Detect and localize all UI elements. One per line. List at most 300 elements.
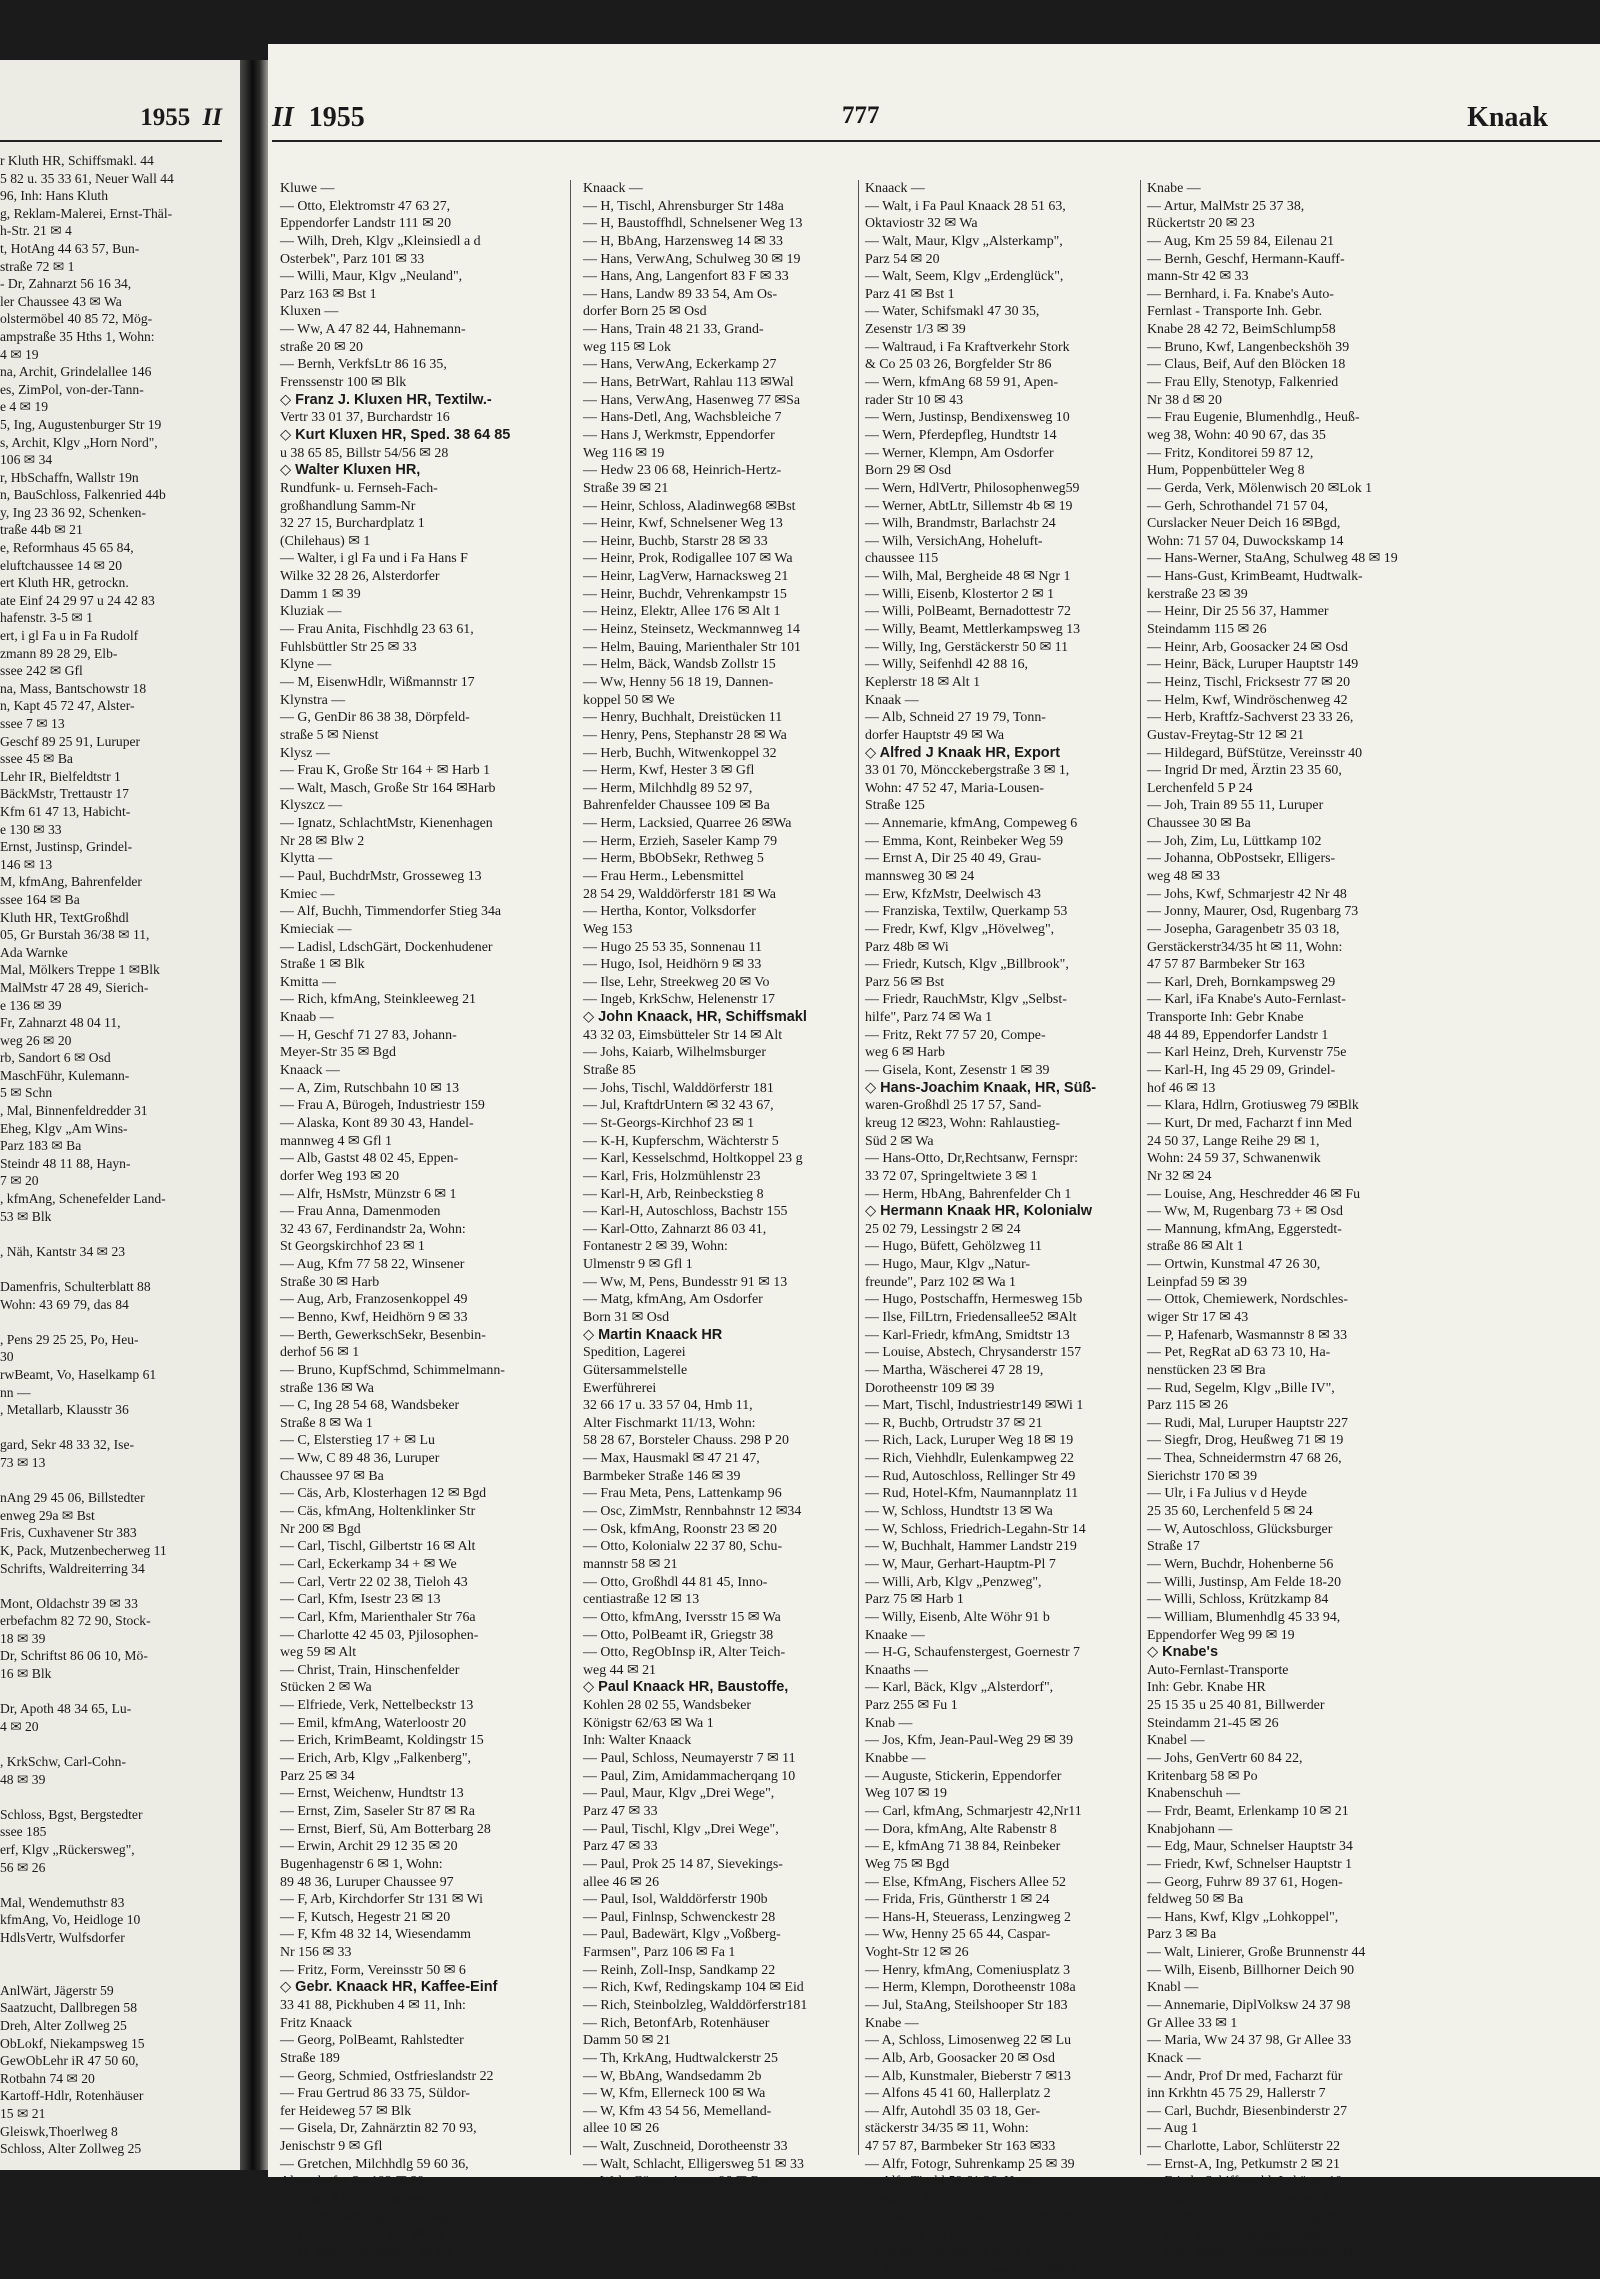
surname-heading: Knabenschuh — xyxy=(1147,1786,1240,1802)
directory-entry-line: — Gisela, Dr, Zahnärztin 82 70 93, xyxy=(280,2121,477,2137)
directory-entry-line: — Ww, A 47 82 44, Hahnemann- xyxy=(280,322,466,338)
directory-entry-line: Weg 153 xyxy=(583,921,633,937)
directory-entry-line: Chaussee 97 ✉ Ba xyxy=(280,1468,384,1484)
directory-entry-line: Straße 125 xyxy=(865,798,925,814)
directory-entry-line: rader Str 10 ✉ 43 xyxy=(865,392,964,408)
directory-entry-line: Weg 107 ✉ 19 xyxy=(865,1786,947,1802)
directory-entry-line: weg 48 ✉ 33 xyxy=(1147,868,1220,884)
previous-page-line: erf, Klgv „Rückersweg", xyxy=(0,1842,135,1857)
previous-page-line xyxy=(0,1683,222,1701)
directory-entry-line: lohplatz 9 P 33 xyxy=(865,2192,949,2208)
directory-entry-line: — Joh, Train 89 55 11, Luruper xyxy=(1147,798,1324,814)
directory-entry-line: — Hertha, Kontor, Volksdorfer xyxy=(583,904,756,920)
directory-entry-line: — Ernst, Weichenw, Hundtstr 13 xyxy=(280,1786,464,1802)
directory-entry-line: — Osc, ZimMstr, Rennbahnstr 12 ✉34 xyxy=(583,1504,802,1520)
directory-entry-line: — Edg, Maur, Schnelser Hauptstr 34 xyxy=(1147,1839,1353,1855)
previous-page-line: 146 ✉ 13 xyxy=(0,856,53,872)
directory-entry-line: — Thea, Schneidermstrn 47 68 26, xyxy=(1147,1451,1342,1467)
directory-entry-line: — Klara, Hdlrn, Grotiusweg 79 ✉Blk xyxy=(1147,1098,1359,1114)
header-year: 1955 xyxy=(308,102,365,133)
directory-entry-line: — Willi, Maur, Klgv „Neuland", xyxy=(280,269,463,285)
directory-entry-line: derhof 56 ✉ 1 xyxy=(280,1345,360,1361)
directory-entry-line: 28 54 29, Walddörferstr 181 ✉ Wa xyxy=(583,886,776,902)
directory-entry-line: — Aug, Km 25 59 84, Eilenau 21 xyxy=(1147,233,1335,249)
surname-heading: Klynstra — xyxy=(280,692,346,708)
directory-entry-line: — Hugo, Postschaffn, Hermesweg 15b xyxy=(865,1292,1083,1308)
surname-heading: Knaab — xyxy=(280,1010,334,1026)
directory-entry-line: — Annemarie, DiplVolksw 24 37 98 xyxy=(1147,1997,1351,2013)
directory-entry-line: — Willi, Schloss, Krützkamp 84 xyxy=(1147,1592,1329,1608)
directory-entry-line: — Jul, KraftdrUntern ✉ 32 43 67, xyxy=(583,1098,774,1114)
directory-entry-line: ◇ Gebr. Knaack HR, Kaffee-Einf xyxy=(280,1979,498,1996)
directory-entry-line: — Willi, Justinsp, Am Felde 18-20 xyxy=(1147,1574,1342,1590)
directory-entry-line: — Willy, Eisenb, Alte Wöhr 91 b xyxy=(865,1609,1050,1625)
directory-entry-line: — Ernst, Zim, Saseler Str 87 ✉ Ra xyxy=(280,1803,475,1819)
directory-entry-line: — Ww, M, Pens, Bundesstr 91 ✉ 13 xyxy=(583,1274,788,1290)
directory-entry-line: straße 5 ✉ Nienst xyxy=(280,727,379,743)
directory-entry-line: hof 46 ✉ 13 xyxy=(1147,1080,1216,1096)
directory-entry-line: — Heinr, Bäck, Luruper Hauptstr 149 xyxy=(1147,657,1359,673)
directory-entry-line: — Heinz, Steinsetz, Weckmannweg 14 xyxy=(583,622,800,638)
directory-entry-line: — W, Schloss, Friedrich-Legahn-Str 14 xyxy=(865,1521,1086,1537)
directory-column-1 xyxy=(280,180,560,2260)
directory-entry-line: — Wilh, Dreh, Klgv „Kleinsiedl a d xyxy=(280,233,481,249)
directory-entry-line: — H-G, Schaufenstergest, Goernestr 7 xyxy=(865,1645,1080,1661)
directory-entry-line: — Walt, Masch, Große Str 164 ✉Harb xyxy=(280,780,496,796)
directory-entry-line: — Wern, HdlVertr, Philosophenweg59 xyxy=(865,480,1080,496)
directory-entry-line: Gütersammelstelle xyxy=(583,1362,688,1378)
directory-entry-line: nenstücken 23 ✉ Bra xyxy=(1147,1362,1266,1378)
surname-heading: Knabe — xyxy=(865,2015,919,2031)
directory-entry-line: Rundfunk- u. Fernseh-Fach- xyxy=(280,480,438,496)
surname-heading: Kluwe — xyxy=(280,181,335,196)
previous-page-line: hafenstr. 3-5 ✉ 1 xyxy=(0,610,93,626)
directory-entry-line: — W, Kfm, Ellerneck 100 ✉ Wa xyxy=(583,2086,766,2102)
directory-entry-line: ◇ Paul Knaack HR, Baustoffe, xyxy=(583,1679,789,1696)
directory-entry-line: Straße 39 ✉ 21 xyxy=(583,480,669,496)
surname-heading: Knabe — xyxy=(1147,181,1201,196)
directory-entry-line: waren-Großhdl 25 17 57, Sand- xyxy=(865,1098,1042,1114)
directory-entry-line: ◇ Alfred J Knaak HR, Export xyxy=(865,744,1061,761)
directory-entry-line: — Karl Heinz, Dreh, Kurvenstr 75e xyxy=(1147,1045,1347,1061)
directory-entry-line: — Aug, Arb, Franzosenkoppel 49 xyxy=(280,1292,468,1308)
directory-entry-line: — Bernhard, i. Fa. Knabe's Auto- xyxy=(1147,286,1334,302)
directory-entry-line: Weg 75 ✉ Bgd xyxy=(865,1856,950,1872)
directory-column-2 xyxy=(583,180,863,2190)
previous-page-line: e 136 ✉ 39 xyxy=(0,997,62,1013)
directory-entry-line: — F, Kutsch, Hegestr 21 ✉ 20 xyxy=(280,1909,451,1925)
directory-entry-line: — Waltraud, i Fa Kraftverkehr Stork xyxy=(865,339,1070,355)
directory-entry-line: Oktaviostr 32 ✉ Wa xyxy=(865,216,978,232)
surname-heading: Klytta — xyxy=(280,851,333,867)
previous-page-line xyxy=(0,1472,222,1490)
directory-entry-line: — Fritz, Rekt 77 57 20, Compe- xyxy=(865,1027,1046,1043)
directory-entry-line: — Karl-Otto, Zahnarzt 86 03 41, xyxy=(583,1221,767,1237)
directory-entry-line: — W, Kfm 43 54 56, Memelland- xyxy=(583,2103,772,2119)
directory-entry-line: — Gust, Kfm, Schmarjestr 26 ✉39 xyxy=(280,2192,476,2208)
previous-page-line: ert, i gl Fa u in Fa Rudolf xyxy=(0,628,139,644)
directory-entry-line: — Frau Herm., Lebensmittel xyxy=(583,868,744,884)
directory-entry-line: — A, Schloss, Limosenweg 22 ✉ Lu xyxy=(865,2033,1072,2049)
directory-entry-line: 33 01 70, Möncckebergstraße 3 ✉ 1, xyxy=(865,763,1070,779)
directory-entry-line: — Henry, Buchhalt, Dreistücken 11 xyxy=(583,710,783,726)
directory-entry-line: — Fredr, Kwf, Klgv „Hövelweg", xyxy=(865,921,1055,937)
directory-entry-line: Wohn: 47 52 47, Maria-Lousen- xyxy=(865,780,1045,796)
directory-entry-line: — Friedr, Kwf, Schnelser Hauptstr 1 xyxy=(1147,1856,1353,1872)
directory-entry-line: — Emil, kfmAng, Waterloostr 20 xyxy=(280,1715,467,1731)
directory-entry-line: — Alfr, Fotogr, Suhrenkamp 25 ✉ 39 xyxy=(865,2156,1075,2172)
directory-entry-line: — Carl, Buchdr, Biesenbinderstr 27 xyxy=(1147,2103,1348,2119)
directory-entry-line: — Rudi, Mal, Luruper Hauptstr 227 xyxy=(1147,1415,1349,1431)
directory-entry-line: ◇ Walter Kluxen HR, xyxy=(280,462,421,479)
previous-page-line: rwBeamt, Vo, Haselkamp 61 xyxy=(0,1366,157,1382)
previous-page-line: kfmAng, Vo, Heidloge 10 xyxy=(0,1912,141,1928)
directory-entry-line: — Jonny, Maurer, Osd, Rugenbarg 73 xyxy=(1147,904,1359,920)
directory-entry-line: Alsterdorfer Str 192 ✉ 39 xyxy=(280,2174,425,2190)
directory-entry-line: — Werner, Klempn, Am Osdorfer xyxy=(865,445,1054,461)
directory-entry-line: Meyer-Str 35 ✉ Bgd xyxy=(280,1045,396,1061)
directory-entry-line: — Karl-H, Ing 45 29 09, Grindel- xyxy=(1147,1063,1336,1079)
directory-entry-line: — Johs, GenVertr 60 84 22, xyxy=(1147,1751,1303,1767)
previous-page-line: HdlsVertr, Wulfsdorfer xyxy=(0,1929,125,1945)
directory-entry-line: — Artur, MalMstr 25 37 38, xyxy=(1147,198,1305,214)
previous-page-line: Kartoff-Hdlr, Rotenhäuser xyxy=(0,2088,144,2104)
directory-entry-line: — Alaska, Kont 89 30 43, Handel- xyxy=(280,1115,474,1131)
previous-page-line: na, Mass, Bantschowstr 18 xyxy=(0,680,147,696)
page-number: 777 xyxy=(842,102,880,129)
directory-entry-line: — Rud, Hotel-Kfm, Naumannplatz 11 xyxy=(865,1486,1079,1502)
directory-entry-line: Rückertstr 20 ✉ 23 xyxy=(1147,216,1255,232)
directory-entry-line: 25 15 35 u 25 40 81, Billwerder xyxy=(1147,1698,1325,1714)
directory-entry-line: — Helm, Bauing, Marienthaler Str 101 xyxy=(583,639,801,655)
directory-entry-line: — Karl, Dreh, Bornkampsweg 29 xyxy=(1147,974,1336,990)
surname-heading: Kluxen — xyxy=(280,304,339,320)
book-gutter xyxy=(240,60,268,2170)
directory-entry-line: — Frau Anita, Fischhdlg 23 63 61, xyxy=(280,622,474,638)
previous-page-line: Mal, Wendemuthstr 83 xyxy=(0,1894,125,1910)
directory-entry-line: — Fritz, Konditorei 59 87 12, xyxy=(1147,445,1314,461)
directory-entry-line: — Ernst-A, Ing, Petkumstr 2 ✉ 21 xyxy=(1147,2156,1340,2172)
directory-entry-line: — Pet, RegRat aD 63 73 10, Ha- xyxy=(1147,1345,1331,1361)
directory-entry-line: — Rud, Segelm, Klgv „Bille IV", xyxy=(1147,1380,1335,1396)
directory-entry-line: — Paul, Zim, Amidammacherqang 10 xyxy=(583,1768,796,1784)
previous-page-line: gard, Sekr 48 33 32, Ise- xyxy=(0,1437,135,1453)
directory-entry-line: — Carl, Eckerkamp 34 + ✉ We xyxy=(280,1556,457,1572)
previous-page-line: K, Pack, Mutzenbecherweg 11 xyxy=(0,1542,167,1558)
directory-entry-line: — Gisela, Kont, Zesenstr 1 ✉ 39 xyxy=(865,1063,1050,1079)
previous-page-line: Kfm 61 47 13, Habicht- xyxy=(0,803,131,819)
previous-page-header xyxy=(0,100,222,142)
directory-entry-line: — A, Zim, Rutschbahn 10 ✉ 13 xyxy=(280,1080,460,1096)
surname-heading: Klyne — xyxy=(280,657,332,673)
directory-entry-line: Frenssenstr 100 ✉ Blk xyxy=(280,375,407,391)
directory-entry-line: Parz 3 ✉ Ba xyxy=(1147,1927,1217,1943)
directory-entry-line: mannweg 4 ✉ Gfl 1 xyxy=(280,1133,392,1149)
directory-entry-line: Fritz Knaack xyxy=(280,2015,353,2031)
directory-entry-line: — Friedr, Kutsch, Klgv „Billbrook", xyxy=(865,957,1069,973)
directory-entry-line: — Hans, Ang, Langenfort 83 F ✉ 33 xyxy=(583,269,789,285)
previous-page-line: 16 ✉ Blk xyxy=(0,1666,52,1682)
directory-entry-line: — Hugo, Isol, Heidhörn 9 ✉ 33 xyxy=(583,957,762,973)
surname-heading: Knaak — xyxy=(865,692,919,708)
directory-entry-line: 33 72 07, Springeltwiete 3 ✉ 1 xyxy=(865,1168,1038,1184)
directory-entry-line: — Günth, kfmAng, Am Schulgarten 4 xyxy=(1147,2209,1360,2225)
directory-entry-line: — Rich, kfmAng, Steinkleeweg 21 xyxy=(280,992,476,1008)
directory-entry-line: dorfer Weg 193 ✉ 20 xyxy=(280,1168,400,1184)
previous-page-line: ssee 7 ✉ 13 xyxy=(0,716,65,731)
directory-entry-line: Voght-Str 12 ✉ 26 xyxy=(865,1945,969,1961)
directory-entry-line: 48 44 89, Eppendorfer Landstr 1 xyxy=(1147,1027,1329,1043)
directory-entry-line: straße 20 ✉ 20 xyxy=(280,339,364,355)
directory-entry-line: — Frau A, Bürogeh, Industriestr 159 xyxy=(280,1098,485,1114)
previous-page-line: 30 xyxy=(0,1349,14,1365)
directory-entry-line: straße 136 ✉ Wa xyxy=(280,1380,374,1396)
directory-entry-line: — W, Schloss, Hundtstr 13 ✉ Wa xyxy=(865,1504,1053,1520)
directory-entry-line: — William, Blumenhdlg 45 33 94, xyxy=(1147,1609,1341,1625)
previous-page-line xyxy=(0,1260,222,1278)
previous-page-line: MaschFühr, Kulemann- xyxy=(0,1067,130,1083)
directory-entry-line: — Paul, Maurer, Graudenzer Weg 44 xyxy=(1147,2244,1354,2260)
directory-entry-line: Parz 56 ✉ Bst xyxy=(865,974,945,990)
directory-entry-line: — Elfriede, Verk, Nettelbeckstr 13 xyxy=(280,1698,474,1714)
directory-entry-line: — Max, Hausmakl ✉ 47 21 47, xyxy=(583,1451,760,1467)
directory-entry-line: — Karl-H, Arb, Reinbeckstieg 8 xyxy=(583,1186,764,1202)
previous-page-line: 7 ✉ 20 xyxy=(0,1173,39,1189)
surname-heading: Klysz — xyxy=(280,745,330,761)
previous-page-line: ate Einf 24 29 97 u 24 42 83 xyxy=(0,592,155,608)
previous-page-line xyxy=(0,1947,222,1965)
column-divider xyxy=(858,180,859,2155)
previous-page-line: ampstraße 35 Hths 1, Wohn: xyxy=(0,328,155,344)
directory-entry-line: — Johanna, ObPostsekr, Elligers- xyxy=(1147,851,1336,867)
directory-entry-line: Keplerstr 18 ✉ Alt 1 xyxy=(865,674,981,690)
directory-entry-line: — Herm, Klempn, Dorotheenstr 108a xyxy=(865,1980,1076,1996)
directory-entry-line: — Erw, KfzMstr, Deelwisch 43 xyxy=(865,886,1041,902)
directory-entry-line: — W, Autoschloss, Glücksburger xyxy=(1147,1521,1333,1537)
previous-page-line: Kluth HR, TextGroßhdl xyxy=(0,909,130,925)
directory-entry-line: — Hans-Otto, Dr,Rechtsanw, Fernspr: xyxy=(865,1151,1079,1167)
directory-entry-line: freunde", Parz 102 ✉ Wa 1 xyxy=(865,1274,1016,1290)
directory-entry-line: — Ortwin, Kunstmal 47 26 30, xyxy=(1147,1257,1321,1273)
directory-entry-line: Inh: Gebr. Knabe HR xyxy=(1147,1680,1266,1696)
directory-entry-line: — Paul, BuchdrMstr, Grosseweg 13 xyxy=(280,868,482,884)
directory-entry-line: Eppendorfer Landstr 111 ✉ 20 xyxy=(280,216,452,232)
directory-entry-line: — Günt, Ang, Am Schulgarten 4 xyxy=(1147,2192,1330,2208)
directory-entry-line: — H, BbAng, Harzensweg 14 ✉ 33 xyxy=(583,233,783,249)
previous-page-line: rb, Sandort 6 ✉ Osd xyxy=(0,1050,111,1066)
previous-page-line: olstermöbel 40 85 72, Mög- xyxy=(0,311,153,327)
previous-page-line: s, Archit, Klgv „Horn Nord", xyxy=(0,434,158,450)
directory-entry-line: — Reinh, Zoll-Insp, Sandkamp 22 xyxy=(583,1962,776,1978)
previous-page-line: 53 ✉ Blk xyxy=(0,1208,52,1224)
directory-page xyxy=(268,44,1600,2278)
directory-entry-line: Auto-Fernlast-Transporte xyxy=(1147,1662,1289,1678)
directory-entry-line: — Berth, GewerkschSekr, Besenbin- xyxy=(280,1327,486,1343)
directory-entry-line: — Bruno, KupfSchmd, Schimmelmann- xyxy=(280,1362,505,1378)
directory-entry-line: Straße 8 ✉ Wa 1 xyxy=(280,1415,373,1431)
directory-entry-line: Inh: Walter Knaack xyxy=(583,1733,692,1749)
directory-entry-line: — Arth, Vertr, Schwalbenplatz 9 ✉33 xyxy=(865,2262,1076,2278)
previous-page-line: ert Kluth HR, getrockn. xyxy=(0,575,129,591)
directory-entry-line: — Hugo, Maur, Klgv „Natur- xyxy=(865,1257,1031,1273)
directory-entry-line: — Hans, Train 48 21 33, Grand- xyxy=(583,322,764,338)
directory-entry-line: — Bernh, Geschf, Hermann-Kauff- xyxy=(1147,251,1345,267)
previous-page-line: Fris, Cuxhavener Str 383 xyxy=(0,1525,137,1541)
previous-page-line: straße 72 ✉ 1 xyxy=(0,258,75,274)
directory-entry-line: Parz 41 ✉ Bst 1 xyxy=(865,286,955,302)
previous-page-line: ssee 185 xyxy=(0,1824,47,1840)
previous-page-line xyxy=(0,1577,222,1595)
previous-page-line: Mont, Oldachstr 39 ✉ 33 xyxy=(0,1595,138,1611)
directory-entry-line: — Georg, PolBeamt, Rahlstedter xyxy=(280,2033,464,2049)
directory-entry-line: — Frau Meta, Pens, Lattenkamp 96 xyxy=(583,1486,782,1502)
directory-entry-line: — Otto, RegObInsp iR, Alter Teich- xyxy=(583,1645,786,1661)
directory-entry-line: — Alfr, Tischl 59 61 36, Hartz- xyxy=(865,2174,1040,2190)
directory-entry-line: — Paul, Isol, Walddörferstr 190b xyxy=(583,1892,768,1908)
directory-entry-line: weg 44 ✉ 21 xyxy=(583,1662,656,1678)
previous-page-line: 48 ✉ 39 xyxy=(0,1771,46,1787)
directory-entry-line: — Frau K, Große Str 164 + ✉ Harb 1 xyxy=(280,763,491,779)
directory-entry-line: Hum, Poppenbütteler Weg 8 xyxy=(1147,463,1305,479)
directory-entry-line: — Cäs, kfmAng, Holtenklinker Str xyxy=(280,1504,476,1520)
directory-entry-line: — Else, KfmAng, Fischers Allee 52 xyxy=(865,1874,1066,1890)
directory-entry-line: — Hugo 25 53 35, Sonnenau 11 xyxy=(583,939,762,955)
directory-entry-line: inn Krkhtn 45 75 29, Hallerstr 7 xyxy=(1147,2086,1326,2102)
previous-page-line xyxy=(0,1313,222,1331)
directory-entry-line: 47 57 87 Barmbeker Str 163 xyxy=(1147,957,1305,973)
previous-page-line: Eheg, Klgv „Am Wins- xyxy=(0,1120,128,1136)
previous-page-line: Dr, Apoth 48 34 65, Lu- xyxy=(0,1701,132,1717)
directory-entry-line: — H, Tischl, Ahrensburger Str 148a xyxy=(583,198,784,214)
directory-entry-line: — Paul, Prok 25 14 87, Sievekings- xyxy=(583,1856,783,1872)
directory-entry-line: Parz 115 ✉ 26 xyxy=(1147,1398,1228,1414)
previous-page-line: ssee 242 ✉ Gfl xyxy=(0,663,83,679)
directory-entry-line: — Herm, BbObSekr, Rethweg 5 xyxy=(583,851,764,867)
directory-entry-line: — Heinr, LagVerw, Harnacksweg 21 xyxy=(583,569,789,585)
previous-page-line: e 130 ✉ 33 xyxy=(0,821,62,837)
directory-entry-line: — Walt, Gärtn, Amtsstr 86 ✉ Ra xyxy=(583,2174,767,2190)
directory-entry-line: allee 10 ✉ 26 xyxy=(583,2121,660,2137)
previous-page-year: 1955 xyxy=(140,104,191,131)
directory-entry-line: 33 41 88, Pickhuben 4 ✉ 11, Inh: xyxy=(280,1997,466,2013)
directory-entry-line: Born 29 ✉ Osd xyxy=(865,463,952,479)
previous-page-line: 5 82 u. 35 33 61, Neuer Wall 44 xyxy=(0,170,174,186)
previous-page-line: Geschf 89 25 91, Luruper xyxy=(0,733,141,749)
directory-entry-line: — Hans, BetrWart, Rahlau 113 ✉Wal xyxy=(583,375,794,391)
directory-entry-line: — Paul, Maur, Klgv „Drei Wege", xyxy=(583,1786,775,1802)
directory-entry-line: — Otto, Kolonialw 22 37 80, Schu- xyxy=(583,1539,783,1555)
previous-page-line: , KrkSchw, Carl-Cohn- xyxy=(0,1754,126,1770)
directory-entry-line: Königstr 62/63 ✉ Wa 1 xyxy=(583,1715,714,1731)
directory-entry-line: — Paul, Badewärt, Klgv „Voßberg- xyxy=(583,1927,781,1943)
directory-entry-line: Damm 1 ✉ 39 xyxy=(280,586,361,602)
previous-page-line: weg 26 ✉ 20 xyxy=(0,1032,72,1048)
surname-heading: Knabel — xyxy=(1147,1733,1205,1749)
directory-entry-line: — Herm, Erzieh, Saseler Kamp 79 xyxy=(583,833,778,849)
directory-entry-line: Süd 2 ✉ Wa xyxy=(865,1133,934,1149)
directory-entry-line: weg 38, Wohn: 40 90 67, das 35 xyxy=(1147,427,1326,443)
directory-entry-line: — Karl-Friedr, kfmAng, Smidtstr 13 xyxy=(865,1327,1070,1343)
directory-entry-line: — Willi, Eisenb, Klostertor 2 ✉ 1 xyxy=(865,586,1055,602)
directory-column-4 xyxy=(1147,180,1437,2260)
surname-heading: Knack — xyxy=(1147,2050,1201,2066)
directory-entry-line: — Georg, Fuhrw 89 37 61, Hogen- xyxy=(1147,1874,1343,1890)
directory-entry-line: 44 03 16, Schlankreye 69 ✉ 13 xyxy=(865,2244,1040,2260)
directory-entry-line: Parz 25 ✉ 34 xyxy=(280,1768,355,1784)
previous-page-line: Dreh, Alter Zollweg 25 xyxy=(0,2017,127,2033)
previous-page-line: Rotbahn 74 ✉ 20 xyxy=(0,2070,95,2086)
directory-entry-line: weg 115 ✉ Lok xyxy=(583,339,671,355)
directory-entry-line: — P, Hafenarb, Wasmannstr 8 ✉ 33 xyxy=(1147,1327,1348,1343)
directory-entry-line: — Annemarie, kfmAng, Compeweg 6 xyxy=(865,816,1078,832)
directory-entry-line: — Johs, Kwf, Schmarjestr 42 Nr 48 xyxy=(1147,886,1347,902)
directory-entry-line: — G, GenDir 86 38 38, Dörpfeld- xyxy=(280,710,470,726)
directory-entry-line: — Ladisl, LdschGärt, Dockenhudener xyxy=(280,939,493,955)
previous-page-line: Lehr IR, Bielfeldtstr 1 xyxy=(0,768,121,784)
directory-entry-line: — St-Georgs-Kirchhof 23 ✉ 1 xyxy=(583,1115,755,1131)
directory-entry-line: — Rich, Lack, Luruper Weg 18 ✉ 19 xyxy=(865,1433,1074,1449)
previous-page-line: Wohn: 43 69 79, das 84 xyxy=(0,1296,129,1312)
surname-heading: Knaake — xyxy=(865,1627,925,1643)
previous-page-line: erbefachm 82 72 90, Stock- xyxy=(0,1613,151,1629)
previous-page-line: , kfmAng, Schenefelder Land- xyxy=(0,1191,166,1207)
directory-entry-line: — Walt, Seem, Klgv „Erdenglück", xyxy=(865,269,1064,285)
surname-heading: Knab — xyxy=(865,1715,913,1731)
surname-heading: Knabbe — xyxy=(865,1751,926,1767)
directory-entry-line: Parz 163 ✉ Bst 1 xyxy=(280,286,377,302)
directory-entry-line: Straße 17 xyxy=(1147,1539,1200,1555)
previous-page-line: nn — xyxy=(0,1384,31,1400)
directory-entry-line: — Alb, Kunstmaler, Bieberstr 7 ✉13 xyxy=(865,2068,1071,2084)
surname-heading: Klyszcz — xyxy=(280,798,343,814)
directory-entry-line: Parz 54 ✉ 20 xyxy=(865,251,940,267)
directory-entry-line: — W, Maur, Gerhart-Hauptm-Pl 7 xyxy=(865,1556,1056,1572)
directory-entry-line: straße 86 ✉ Alt 1 xyxy=(1147,1239,1244,1255)
surname-heading: Kmitta — xyxy=(280,974,336,990)
directory-entry-line: Damm 50 ✉ 21 xyxy=(583,2033,671,2049)
directory-entry-line: Osterbek", Parz 101 ✉ 33 xyxy=(280,251,425,267)
directory-entry-line: Barmbeker Straße 146 ✉ 39 xyxy=(583,1468,741,1484)
directory-column-3 xyxy=(865,180,1145,2278)
directory-entry-line: — Friedr, RauchMstr, Klgv „Selbst- xyxy=(865,992,1067,1008)
directory-entry-line: — Erich, Arb, Klgv „Falkenberg", xyxy=(280,1751,471,1767)
directory-entry-line: Alter Fischmarkt 11/13, Wohn: xyxy=(583,1415,756,1431)
directory-entry-line: — Ingeb, KrkSchw, Helenenstr 17 xyxy=(583,992,775,1008)
directory-entry-line: Ulmenstr 9 ✉ Gfl 1 xyxy=(583,1257,693,1273)
directory-entry-line: — Rich, BetonfArb, Rotenhäuser xyxy=(583,2015,770,2031)
previous-page-line: g, Reklam-Malerei, Ernst-Thäl- xyxy=(0,205,173,221)
directory-entry-line: — H-H, Gärtn, Ratsmühlendamm 9 xyxy=(1147,2227,1347,2243)
directory-entry-line: — Hans-Gust, KrimBeamt, Hudtwalk- xyxy=(1147,569,1363,585)
directory-entry-line: Knabe 28 42 72, BeimSchlump58 xyxy=(1147,322,1336,338)
directory-entry-line: — Mart, Tischl, Industriestr149 ✉Wi 1 xyxy=(865,1398,1084,1414)
directory-entry-line: — Heinr, Buchb, Starstr 28 ✉ 33 xyxy=(583,533,768,549)
directory-entry-line: — Gerh, Schrothandel 71 57 04, xyxy=(1147,498,1328,514)
directory-entry-line: — Herb, Buchh, Witwenkoppel 32 xyxy=(583,745,777,761)
directory-entry-line: — K-H, Kupferschm, Wächterstr 5 xyxy=(583,1133,779,1149)
directory-entry-line: — F, Arb, Kirchdorfer Str 131 ✉ Wi xyxy=(280,1892,483,1908)
directory-entry-line: — Ww, Henny 56 18 19, Dannen- xyxy=(583,674,774,690)
previous-page-line: AnlWärt, Jägerstr 59 xyxy=(0,1982,114,1998)
directory-entry-line: — Herb, Kraftfz-Sachverst 23 33 26, xyxy=(1147,710,1354,726)
directory-entry-line: — Carl, Tischl, Gilbertstr 16 ✉ Alt xyxy=(280,1539,476,1555)
directory-entry-line: — Walt, Maur, Klgv „Alsterkamp", xyxy=(865,233,1063,249)
previous-page-line: enweg 29a ✉ Bst xyxy=(0,1507,95,1523)
directory-entry-line: 89 48 36, Luruper Chaussee 97 xyxy=(280,1874,454,1890)
directory-entry-line: Transporte Inh: Gebr Knabe xyxy=(1147,1010,1304,1026)
directory-entry-line: — Jos, Kfm, Jean-Paul-Weg 29 ✉ 39 xyxy=(865,1733,1074,1749)
directory-entry-line: — Louise, Abstech, Chrysanderstr 157 xyxy=(865,1345,1082,1361)
